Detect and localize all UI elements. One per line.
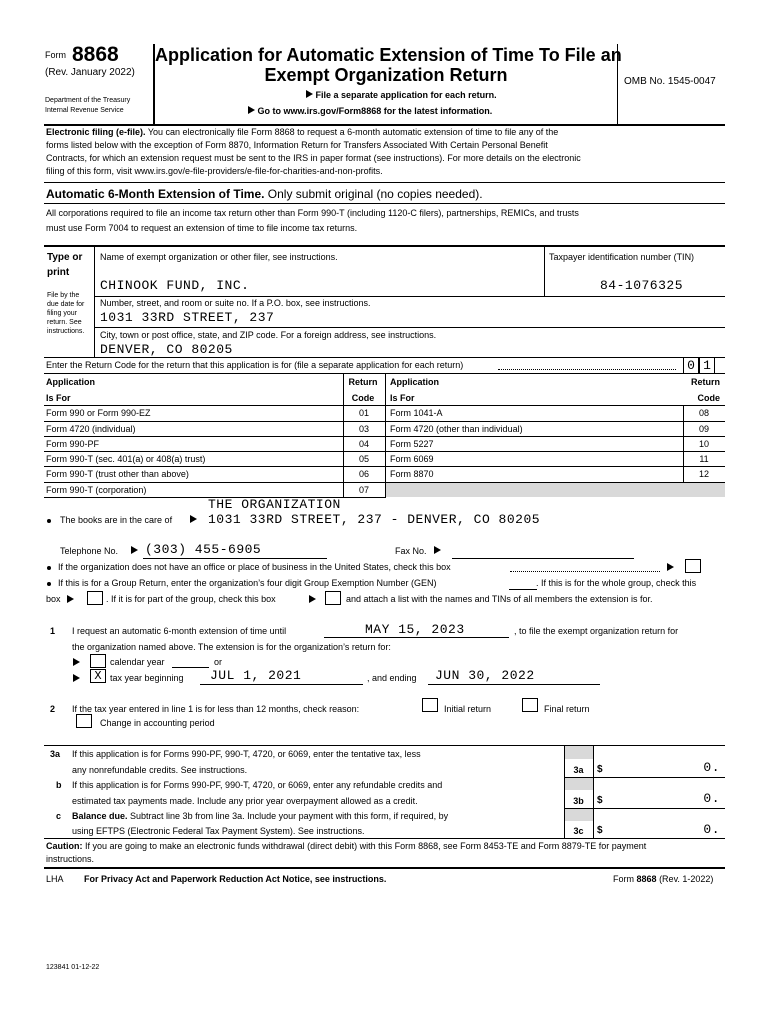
col-application-label-right: Application [390,377,439,387]
subtitle-website: Go to www.irs.gov/Form8868 for the latest information. [248,106,492,116]
line-1-text-2: the organization named above. The extension is for the organization’s return for: [72,642,391,652]
tin-field[interactable]: 84-1076325 [600,278,684,293]
arrow-icon [309,595,316,605]
right-row-code: 09 [698,424,709,434]
line-3b-box-label: 3b [573,796,584,806]
left-row-form: Form 990 or Form 990-EZ [46,408,151,418]
or-label: or [214,657,223,667]
arrow-icon [434,546,441,556]
right-row-code: 12 [698,469,709,479]
street-label: Number, street, and room or suite no. If a P.O. box, see instructions. [100,298,371,308]
efile-line4: filing of this form, visit www.irs.gov/e-file-providers/e-file-for-charities-and-non-profits. [46,166,383,176]
balance-due-field[interactable]: 0. [703,822,720,837]
left-row-form: Form 990-T (corporation) [46,485,147,495]
right-row-code: 08 [698,408,709,418]
file-note-2: due date for [47,301,85,308]
line-3c-box-label: 3c [573,826,584,836]
line-3c-text-2: using EFTPS (Electronic Federal Tax Payment System). See instructions. [72,826,365,836]
type-or-label: Type or [47,252,83,263]
city-field[interactable]: DENVER, CO 80205 [100,342,233,357]
arrow-icon [190,515,197,525]
col-return-label-right: Return [691,377,720,387]
left-row-code: 07 [358,485,369,495]
right-row-form: Form 4720 (other than individual) [390,424,523,434]
efile-line3: Contracts, for which an extension request must be sent to the IRS in paper format (see instructions). For more details on the electronic [46,153,581,163]
tax-year-label: tax year beginning [110,673,184,683]
fax-field[interactable] [452,558,634,559]
bullet-icon [47,566,51,570]
form-number: 8868 [72,43,119,66]
return-code-digit-1[interactable]: 0 [683,357,699,374]
file-note-4: return. See [47,319,82,326]
street-field[interactable]: 1031 33RD STREET, 237 [100,310,275,325]
omb-number: OMB No. 1545-0047 [624,76,716,87]
left-row-code: 03 [358,424,369,434]
right-row-form: Form 8870 [390,469,434,479]
form-title: Application for Automatic Extension of Time To File an [155,45,622,65]
line-3a-number: 3a [50,749,61,759]
org-name-field[interactable]: CHINOOK FUND, INC. [100,278,250,293]
col-isfor-label: Is For [46,393,71,403]
line-3a-text: If this application is for Forms 990-PF, 990-T, 4720, or 6069, enter the tentative tax, less [72,749,421,759]
footer-form-id: Form 8868 (Rev. 1-2022) [613,874,714,884]
books-care-of-name[interactable]: THE ORGANIZATION [208,497,341,512]
left-row-form: Form 990-T (sec. 401(a) or 408(a) trust) [46,454,206,464]
telephone-field[interactable]: (303) 455-6905 [145,542,262,557]
col-code-label: Code [351,393,375,403]
file-note-5: instructions. [47,328,85,335]
left-row-form: Form 990-PF [46,439,100,449]
left-row-code: 04 [358,439,369,449]
department: Department of the Treasury [45,97,131,104]
initial-return-label: Initial return [444,704,492,714]
line-3a-box-label: 3a [573,765,584,775]
calendar-year-checkbox[interactable] [90,654,106,668]
no-office-text: If the organization does not have an office or place of business in the United States, check this box [58,562,451,572]
part-group-checkbox[interactable] [325,591,341,605]
arrow-icon [73,658,80,668]
auto-line1: All corporations required to file an income tax return other than Form 990-T (including 1120-C filers), partnerships, REMICs, and trusts [46,208,579,218]
col-isfor-label-right: Is For [390,393,415,403]
efile-line1: Electronic filing (e-file). You can electronically file Form 8868 to request a 6-month automatic extension of time to file any of the [46,127,559,137]
refundable-credits-field[interactable]: 0. [703,791,720,806]
lha-label: LHA [46,874,64,884]
left-row-form: Form 990-T (trust other than above) [46,469,189,479]
right-row-form: Form 5227 [390,439,434,449]
line-3c-number: c [56,811,62,821]
privacy-notice: For Privacy Act and Paperwork Reduction Act Notice, see instructions. [84,874,387,884]
line-3b-text: If this application is for Forms 990-PF, 990-T, 4720, or 6069, enter any refundable credits and [72,780,443,790]
group-return-text: If this is for a Group Return, enter the organization’s four digit Group Exemption Number (GEN) [58,578,437,588]
subtitle-separate: File a separate application for each return. [306,90,497,100]
auto-heading: Automatic 6-Month Extension of Time. Only submit original (no copies needed). [46,187,483,201]
form-code: 123841 01-12-22 [46,964,100,971]
tin-label: Taxpayer identification number (TIN) [549,252,695,262]
line-1-number: 1 [50,626,56,636]
line-3c-text: Balance due. Subtract line 3b from line 3a. Include your payment with this form, if required, by [72,811,449,821]
auto-line2: must use Form 7004 to request an extension of time to file income tax returns. [46,223,358,233]
left-row-code: 06 [358,469,369,479]
whole-group-checkbox[interactable] [87,591,103,605]
line-1-text: I request an automatic 6-month extension of time until [72,626,287,636]
col-code-label-right: Code [697,393,720,403]
left-row-code: 01 [358,408,369,418]
initial-return-checkbox[interactable] [422,698,438,712]
left-row-code: 05 [358,454,369,464]
line-1-text-cont: , to file the exempt organization return for [514,626,679,636]
line-2-text: If the tax year entered in line 1 is for less than 12 months, check reason: [72,704,360,714]
arrow-icon [131,546,138,556]
agency: Internal Revenue Service [45,107,124,114]
books-care-of-address[interactable]: 1031 33RD STREET, 237 - DENVER, CO 80205 [208,512,541,527]
print-label: print [47,267,70,278]
form-title-line2: Exempt Organization Return [264,65,508,85]
left-row-form: Form 4720 (individual) [46,424,136,434]
tax-year-end-field[interactable]: JUN 30, 2022 [435,668,535,683]
no-office-checkbox[interactable] [685,559,701,573]
dollar-sign: $ [597,825,603,836]
arrow-icon [248,106,255,114]
return-code-label: Enter the Return Code for the return that this application is for (file a separate application for each return) [46,360,464,370]
efile-line2: forms listed below with the exception of Form 8870, Information Return for Transfers Associated With Certain Personal Benefit [46,140,548,150]
calendar-year-field[interactable] [172,667,209,668]
col-application-label: Application [46,377,95,387]
right-row-code: 10 [698,439,709,449]
part-group-text: . If it is for part of the group, check this box [106,594,276,604]
right-row-form: Form 1041-A [390,408,443,418]
change-accounting-checkbox[interactable] [76,714,92,728]
line-3b-number: b [56,780,62,790]
revision-date: (Rev. January 2022) [45,67,135,78]
gen-field[interactable] [509,589,537,590]
calendar-year-label: calendar year [110,657,165,667]
right-row-form: Form 6069 [390,454,434,464]
form-word: Form [45,50,66,60]
whole-group-text: . If this is for the whole group, check this [536,578,697,588]
box-label: box [46,594,61,604]
arrow-icon [67,595,74,605]
dollar-sign: $ [597,764,603,775]
fax-label: Fax No. [395,546,427,556]
bullet-icon [47,582,51,586]
tax-year-begin-field[interactable]: JUL 1, 2021 [210,668,302,683]
dollar-sign: $ [597,795,603,806]
arrow-icon [306,90,313,98]
city-label: City, town or post office, state, and ZIP code. For a foreign address, see instructions. [100,330,437,340]
col-return-label: Return [348,377,378,387]
line-3a-text-2: any nonrefundable credits. See instructions. [72,765,248,775]
final-return-label: Final return [544,704,590,714]
tentative-tax-field[interactable]: 0. [703,760,720,775]
caution-text: Caution: If you are going to make an electronic funds withdrawal (direct debit) with this Form 8868, see Form 8453-TE and Form 8879-TE for payment [46,841,647,851]
return-code-digit-2[interactable]: 1 [699,357,715,374]
file-note-1: File by the [47,292,80,299]
arrow-icon [667,563,674,573]
books-care-label: The books are in the care of [60,515,173,525]
extension-date-field[interactable]: MAY 15, 2023 [365,622,465,637]
right-row-code: 11 [699,454,709,464]
change-accounting-label: Change in accounting period [100,718,215,728]
telephone-label: Telephone No. [60,546,119,556]
attach-list-text: and attach a list with the names and TINs of all members the extension is for. [346,594,653,604]
org-name-label: Name of exempt organization or other filer, see instructions. [100,252,338,262]
arrow-icon [73,674,80,684]
line-3b-text-2: estimated tax payments made. Include any prior year overpayment allowed as a credit. [72,796,418,806]
ending-label: , and ending [367,673,417,683]
caution-text-2: instructions. [46,854,95,864]
line-2-number: 2 [50,704,56,714]
tax-year-checkbox[interactable]: X [90,669,106,683]
file-note-3: filing your [47,310,77,317]
final-return-checkbox[interactable] [522,698,538,712]
bullet-icon [47,519,51,523]
